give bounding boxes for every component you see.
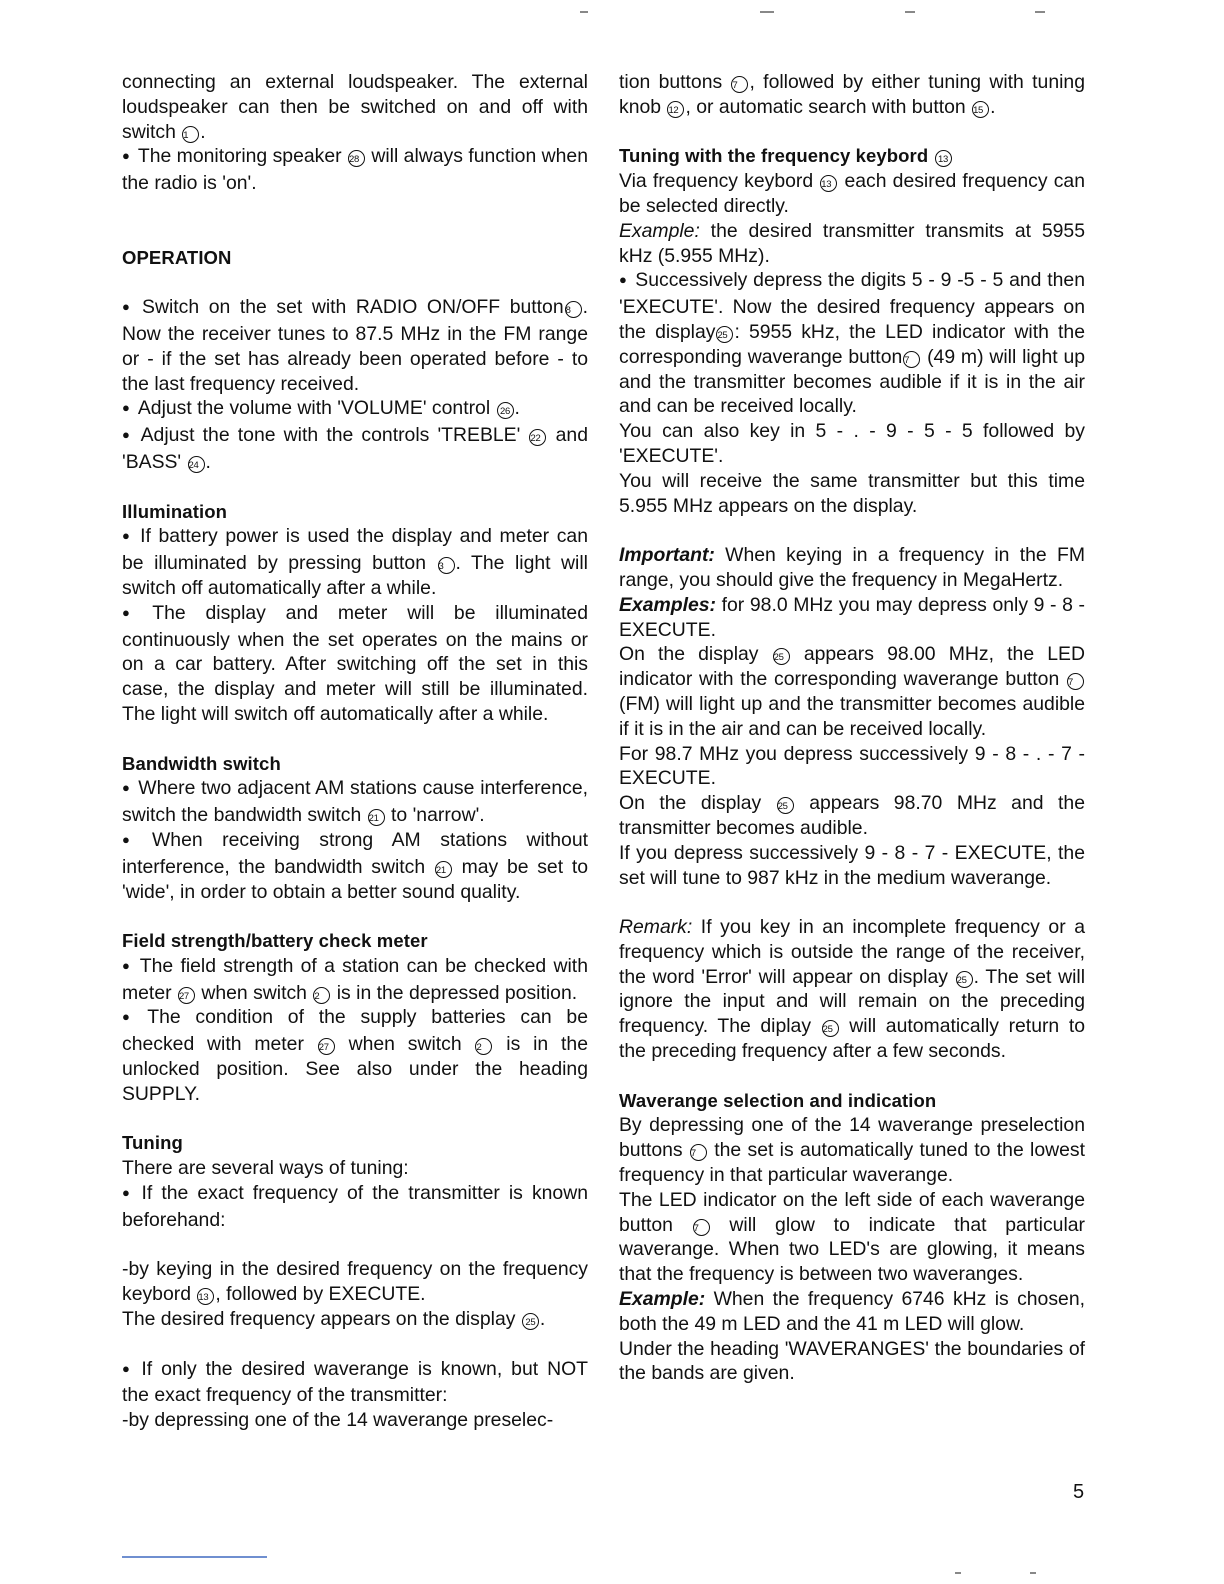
text: the desired transmitter transmits at 5955 kHz (5.955 MHz). bbox=[619, 219, 1085, 267]
callout-number: 2 bbox=[475, 1038, 492, 1055]
paragraph: There are several ways of tuning: bbox=[122, 1157, 409, 1180]
text: will always function when the radio is 'on'. bbox=[122, 145, 588, 195]
text: to 'narrow'. bbox=[385, 804, 485, 827]
text: On the display bbox=[619, 792, 776, 815]
bullet-paragraph: ● If only the desired waverange is known, but NOT the exact frequency of the transmitter: bbox=[122, 1357, 588, 1409]
text: , followed by EXECUTE. bbox=[215, 1283, 426, 1306]
callout-number: 25 bbox=[522, 1313, 539, 1330]
page-number: 5 bbox=[1073, 1481, 1085, 1503]
paragraph bbox=[619, 169, 1085, 219]
paragraph: connecting an external loudspeaker. The external loudspeaker can then be switched on and off with switch 1 . bbox=[122, 71, 588, 143]
text: the set is automatically tuned to the lowest frequency in that particular waverange. bbox=[619, 1139, 1085, 1187]
paragraph: You will receive the same transmitter but this time 5.955 MHz appears on the display. bbox=[619, 469, 1085, 517]
paragraph: -by depressing one of the 14 waverange preselec- bbox=[122, 1409, 554, 1432]
text: The condition of the supply batteries can be checked with meter bbox=[122, 1006, 588, 1056]
text: when switch bbox=[335, 1033, 475, 1056]
callout-number: 3 bbox=[438, 557, 455, 574]
text: appears 98.70 MHz and the transmitter becomes audible. bbox=[619, 792, 1085, 839]
callout-number: 13 bbox=[935, 150, 952, 167]
scan-artifact-line bbox=[122, 1556, 267, 1558]
paragraph bbox=[619, 1188, 1085, 1287]
bullet-paragraph: ● If the exact frequency of the transmitter is known beforehand: bbox=[122, 1181, 588, 1233]
paragraph bbox=[619, 593, 1085, 643]
paragraph bbox=[619, 791, 1085, 841]
bullet-paragraph: ● Adjust the volume with 'VOLUME' control 26 . bbox=[122, 396, 588, 423]
paragraph: The desired frequency appears on the display 25 . bbox=[122, 1308, 546, 1331]
text: , or automatic search with button bbox=[685, 95, 972, 118]
callout-number: 7 bbox=[693, 1219, 710, 1236]
callout-number: 21 bbox=[435, 861, 452, 878]
text: The LED indicator on the left side of each waverange button bbox=[619, 1188, 1085, 1236]
bullet-paragraph: ● Adjust the tone with the controls 'TREBLE' 22 and 'BASS' 24 . bbox=[122, 423, 588, 475]
text: for 98.0 MHz you may depress only 9 - 8 - EXECUTE. bbox=[619, 593, 1085, 641]
label: Example: bbox=[619, 219, 700, 242]
section-heading-bandwidth: Bandwidth switch bbox=[122, 752, 281, 774]
text: (49 m) will light up and the transmitter becomes audible if it is in the air and can be received locally. bbox=[619, 345, 1086, 418]
callout-number: 25 bbox=[956, 971, 973, 988]
label: Example: bbox=[619, 1288, 706, 1311]
paragraph bbox=[619, 1287, 1085, 1337]
text: When keying in a frequency in the FM range, you should give the frequency in MegaHertz. bbox=[619, 544, 1085, 591]
text: The field strength of a station can be checked with meter bbox=[122, 954, 588, 1004]
callout-number: 25 bbox=[822, 1020, 839, 1037]
paragraph bbox=[619, 642, 1085, 741]
callout-number: 12 bbox=[667, 101, 684, 118]
callout-number: 1 bbox=[182, 126, 199, 143]
section-heading-keyboard bbox=[619, 144, 1085, 169]
paragraph bbox=[619, 915, 1085, 1064]
text: (FM) will light up and the transmitter becomes audible if it is in the air and can be received locally. bbox=[619, 692, 1085, 740]
bullet-paragraph: ● Switch on the set with RADIO ON/OFF button 8 . Now the receiver tunes to 87.5 MHz in the FM range or - if the set has already been operated before - to the last frequency received. bbox=[122, 295, 588, 396]
scan-speck bbox=[955, 1572, 961, 1574]
label: Examples: bbox=[619, 593, 717, 616]
callout-number: 28 bbox=[348, 150, 365, 167]
callout-number: 27 bbox=[178, 987, 195, 1004]
label: Remark: bbox=[619, 916, 693, 939]
text: will automatically return to the preceding frequency after a few seconds. bbox=[619, 1015, 1085, 1063]
right-column bbox=[619, 70, 1085, 1386]
text: If battery power is used the display and meter can be illuminated by pressing button bbox=[122, 525, 588, 575]
scan-speck bbox=[905, 11, 915, 13]
section-heading-tuning: Tuning bbox=[122, 1132, 183, 1154]
paragraph bbox=[619, 219, 1085, 269]
text: The monitoring speaker bbox=[137, 145, 347, 168]
text: Adjust the tone with the controls 'TREBLE' bbox=[140, 424, 529, 447]
text: . The set will ignore the input and will remain on the preceding frequency. The diplay bbox=[619, 965, 1086, 1038]
bullet-paragraph bbox=[619, 268, 1085, 419]
callout-number: 7 bbox=[903, 351, 920, 368]
callout-number: 13 bbox=[820, 175, 837, 192]
text: By depressing one of the 14 waverange preselection buttons bbox=[619, 1114, 1085, 1162]
callout-number: 25 bbox=[773, 648, 790, 665]
text: may be set to 'wide', in order to obtain a better sound quality. bbox=[122, 855, 588, 903]
paragraph: For 98.7 MHz you depress successively 9 - 8 - . - 7 - EXECUTE. bbox=[619, 742, 1085, 790]
text: tion buttons bbox=[619, 71, 731, 93]
scan-speck bbox=[580, 11, 588, 13]
callout-number: 24 bbox=[188, 456, 205, 473]
scan-speck bbox=[1035, 11, 1045, 13]
text: each desired frequency can be selected directly. bbox=[619, 170, 1085, 217]
callout-number: 22 bbox=[529, 429, 546, 446]
text: , followed by either tuning with tuning knob bbox=[619, 71, 1085, 118]
section-heading-field-strength: Field strength/battery check meter bbox=[122, 930, 428, 952]
paragraph bbox=[122, 1257, 588, 1307]
paragraph bbox=[619, 543, 1085, 593]
section-heading-operation: OPERATION bbox=[122, 246, 232, 268]
paragraph: You can also key in 5 - . - 9 - 5 - 5 followed by 'EXECUTE'. bbox=[619, 420, 1085, 467]
text: Now the receiver tunes to 87.5 MHz in the FM range or - if the set has already been operated before - to the last frequency received. bbox=[122, 322, 588, 395]
text: is in the unlocked position. See also under the heading SUPPLY. bbox=[122, 1033, 588, 1105]
callout-number: 7 bbox=[690, 1144, 707, 1161]
text: When the frequency 6746 kHz is chosen, both the 49 m LED and the 41 m LED will glow. bbox=[619, 1288, 1085, 1335]
callout-number: 26 bbox=[497, 402, 514, 419]
text: . The light will switch off automatically after a while. bbox=[122, 552, 588, 599]
bullet-paragraph bbox=[122, 524, 588, 600]
text: Via frequency keybord bbox=[619, 170, 820, 193]
text: : 5955 kHz, the LED indicator with the corresponding waverange button bbox=[619, 320, 1085, 368]
text: Switch on the set with RADIO ON/OFF button bbox=[142, 296, 564, 319]
bullet-paragraph bbox=[122, 954, 588, 1006]
text: when switch bbox=[195, 981, 313, 1004]
scan-speck bbox=[760, 11, 774, 13]
callout-number: 21 bbox=[368, 809, 385, 826]
bullet-paragraph bbox=[122, 144, 588, 196]
text: When receiving strong AM stations without interference, the bandwidth switch bbox=[122, 828, 588, 878]
section-heading-waverange: Waverange selection and indication bbox=[619, 1089, 937, 1111]
text: The desired frequency appears on the display bbox=[122, 1308, 521, 1331]
text: -by keying in the desired frequency on the frequency keybord bbox=[122, 1258, 588, 1306]
callout-number: 7 bbox=[1067, 673, 1084, 690]
text: will glow to indicate that particular waverange. When two LED's are glowing, it means that the frequency is between two waveranges. bbox=[619, 1213, 1085, 1286]
bullet-paragraph bbox=[122, 776, 588, 828]
callout-number: 8 bbox=[565, 301, 582, 318]
left-column bbox=[122, 70, 588, 1433]
callout-number: 25 bbox=[777, 797, 794, 814]
callout-number: 25 bbox=[716, 326, 733, 343]
callout-number: 15 bbox=[972, 101, 989, 118]
text: Where two adjacent AM stations cause interference, switch the bandwidth switch bbox=[122, 777, 588, 827]
text: connecting an external loudspeaker. The external loudspeaker can then be switched on and off with switch bbox=[122, 71, 588, 143]
paragraph bbox=[619, 1113, 1085, 1187]
text: If you key in an incomplete frequency or a frequency which is outside the range of the receiver, the word 'Error' will appear on display bbox=[619, 916, 1085, 988]
bullet-paragraph bbox=[122, 828, 588, 904]
callout-number: 7 bbox=[731, 76, 748, 93]
callout-number: 2 bbox=[313, 987, 330, 1004]
paragraph: If you depress successively 9 - 8 - 7 - EXECUTE, the set will tune to 987 kHz in the medium waverange. bbox=[619, 841, 1085, 889]
text: Successively depress the digits 5 - 9 -5 - 5 and then 'EXECUTE'. Now the desired frequency appears on the display bbox=[619, 269, 1085, 343]
bullet-paragraph: ● The display and meter will be illuminated continuously when the set operates on the mains or on a car battery. After switching off the set in this case, the display and meter will still be illuminated. The light will switch off automatically after a while. bbox=[122, 601, 588, 727]
text: appears 98.00 MHz, the LED indicator with the corresponding waverange button bbox=[619, 643, 1085, 691]
bullet-paragraph bbox=[122, 1005, 588, 1106]
section-heading-illumination: Illumination bbox=[122, 500, 228, 522]
paragraph: Under the heading 'WAVERANGES' the boundaries of the bands are given. bbox=[619, 1337, 1085, 1385]
text: Tuning with the frequency keybord bbox=[619, 145, 934, 167]
label: Important: bbox=[619, 544, 715, 567]
scan-speck bbox=[1030, 1572, 1036, 1574]
paragraph: tion buttons 7 , followed by either tuning with tuning knob 12 , or automatic search with button 15 . bbox=[619, 71, 1085, 118]
callout-number: 13 bbox=[197, 1288, 214, 1305]
text: is in the depressed position. bbox=[331, 981, 578, 1004]
callout-number: 27 bbox=[318, 1038, 335, 1055]
text: and 'BASS' bbox=[122, 424, 588, 473]
text: On the display bbox=[619, 643, 772, 666]
text: Adjust the volume with 'VOLUME' control bbox=[137, 397, 496, 420]
